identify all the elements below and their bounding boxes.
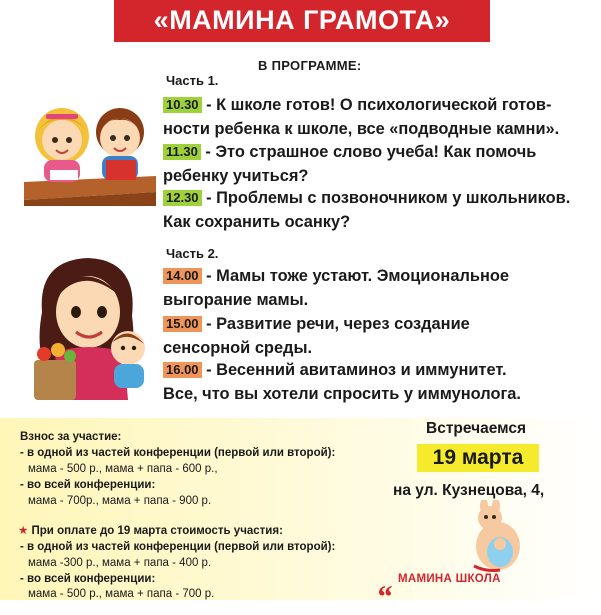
time-badge: 16.00 [163, 362, 202, 378]
session-1030 [163, 93, 593, 141]
session-1400 [163, 264, 593, 312]
session-text-line1: - Проблемы с позвоночником у школьников. [201, 189, 571, 207]
session-text-line2: Как сохранить осанку? [163, 213, 351, 231]
part2-label: Часть 2. [166, 246, 219, 261]
mother-child-illustration [28, 252, 156, 404]
session-text-line1: - Развитие речи, через создание [201, 315, 470, 333]
meet-label: Встречаемся [426, 420, 527, 437]
session-text-line1: - Весенний авитаминоз и иммунитет. [201, 361, 507, 379]
early-fee-title: ★ При оплате до 19 марта стоимость участия: [18, 525, 283, 537]
session-text-line1: - Мамы тоже устают. Эмоциональное [201, 267, 509, 285]
session-text-line1: - Это страшное слово учеба! Как помочь [200, 143, 537, 161]
address: на ул. Кузнецова, 4, [393, 482, 545, 499]
session-text-line2: выгорание мамы. [163, 291, 309, 309]
fee-line-partial: - в одной из частей конференции (первой или второй): [20, 447, 336, 459]
banner-title: «МАМИНА ГРАМОТА» [153, 5, 451, 35]
time-badge: 12.30 [163, 190, 202, 206]
date-badge: 19 марта [417, 444, 539, 472]
fee-line-partial-prices: мама - 500 р., мама + папа - 600 р., [28, 463, 218, 475]
session-1130 [163, 140, 593, 188]
schoolkids-illustration [20, 96, 160, 206]
part1-label: Часть 1. [166, 73, 219, 88]
fee-line-full: - во всей конференции: [20, 479, 156, 491]
school-name-logo: “ [376, 578, 392, 614]
session-1230 [163, 186, 593, 234]
school-label: МАМИНА ШКОЛА [398, 573, 501, 585]
session-text-line1: - К школе готов! О психологической готов- [201, 96, 552, 114]
time-badge: 11.30 [163, 144, 201, 160]
session-text-line2: ности ребенка к школе, все «подводные камни». [163, 120, 560, 138]
time-badge: 10.30 [163, 97, 202, 113]
early-fee-line-full: - во всей конференции: [20, 573, 156, 585]
time-badge: 15.00 [163, 316, 202, 332]
program-heading: В ПРОГРАММЕ: [258, 58, 362, 73]
kangaroo-logo-icon [460, 500, 530, 574]
early-fee-line-partial-prices: мама -300 р., мама + папа - 400 р. [28, 557, 212, 569]
early-fee-line-partial: - в одной из частей конференции (первой или второй): [20, 541, 336, 553]
star-icon: ★ [18, 525, 29, 537]
session-text-line2: Все, что вы хотели спросить у иммунолога. [163, 385, 521, 403]
session-1500 [163, 312, 593, 360]
fee-title: Взнос за участие: [20, 431, 122, 443]
session-text-line2: сенсорной среды. [163, 339, 313, 357]
session-1600 [163, 358, 593, 406]
session-text-line2: ребенку учиться? [163, 167, 309, 185]
fee-line-full-prices: мама - 700р., мама + папа - 900 р. [28, 495, 212, 507]
time-badge: 14.00 [163, 268, 202, 284]
title-banner [114, 0, 490, 42]
early-fee-line-full-prices: мама - 500 р., мама + папа - 700 р. [28, 588, 215, 600]
